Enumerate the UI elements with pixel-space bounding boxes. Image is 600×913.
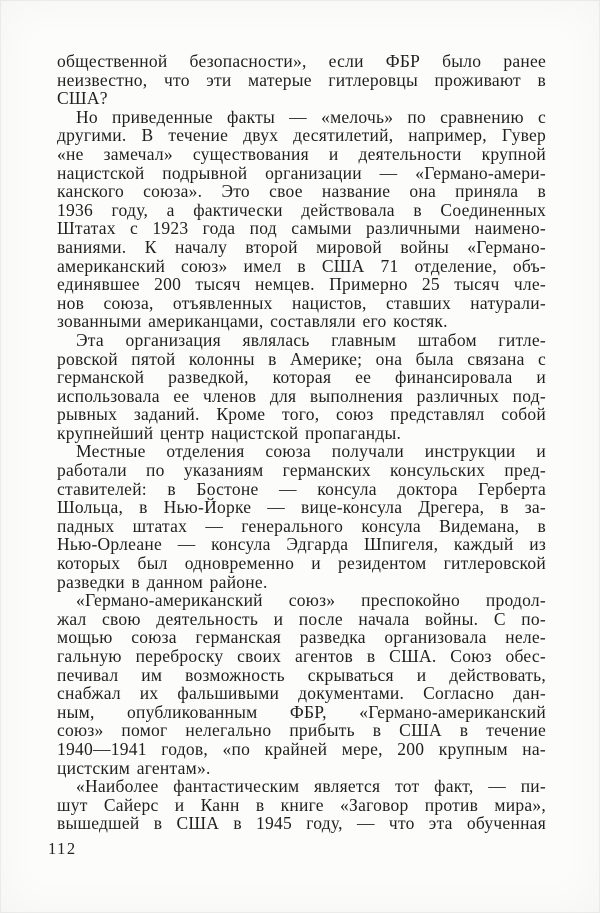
text-line: крупнейший центр нацистской пропаганды.: [57, 422, 402, 443]
text-line: вышедшей в США в 1945 году, — что эта обученная: [57, 813, 546, 834]
text-line: другими. В течение двух десятилетий, например, Гувер: [57, 125, 546, 146]
text-line: «Германо-американский союз» преспокойно продол-: [76, 590, 546, 611]
text-line: рывных заданий. Кроме того, союз представлял собой: [57, 404, 546, 425]
text-line: неизвестно, что эти матерые гитлеровцы проживают в: [57, 69, 546, 90]
text-line: ным, опубликованным ФБР, «Германо-американский: [57, 701, 546, 722]
text-line: снабжал их фальшивыми документами. Согласно дан-: [57, 683, 546, 704]
text-line: «не замечал» существования и деятельности крупной: [57, 143, 546, 164]
text-line: шут Сайерс и Канн в книге «Заговор против мира»,: [57, 794, 546, 815]
page-number: 112: [48, 839, 77, 858]
text-line: нацистской подрывной организации — «Германо-амери-: [57, 162, 546, 183]
text-line: печивал им возможность скрываться и действовать,: [57, 664, 546, 685]
text-line: американский союз» имел в США 71 отделение, объ-: [57, 255, 546, 276]
text-line: единявшее 200 тысяч немцев. Примерно 25 тысяч чле-: [57, 274, 546, 295]
text-line: ваниями. К началу второй мировой войны «Германо-: [57, 236, 546, 257]
text-line: использовала ее членов для выполнения различных под-: [57, 385, 546, 406]
body-text: [57, 52, 546, 833]
text-line: 1936 году, а фактически действовала в Соединенных: [57, 199, 546, 220]
text-line: канского союза». Это свое название она приняла в: [57, 181, 546, 202]
text-line: союз» помог нелегально прибыть в США в течение: [57, 720, 546, 741]
text-line: зованными американцами, составляли его костяк.: [57, 311, 448, 332]
text-line: цистским агентам».: [57, 757, 211, 778]
text-line: Местные отделения союза получали инструкции и: [76, 441, 546, 462]
text-line: «Наиболее фантастическим является тот факт, — пи-: [76, 776, 546, 797]
text-line: разведки в данном районе.: [57, 571, 268, 592]
text-line: Нью-Орлеане — консула Эдгарда Шпигеля, каждый из: [57, 534, 546, 555]
text-line: падных штатах — генерального консула Видемана, в: [57, 515, 546, 536]
text-line: германской разведкой, которая ее финансировала и: [57, 367, 546, 388]
text-line: США?: [57, 88, 108, 109]
text-line: мощью союза германская разведка организовала неле-: [57, 627, 546, 648]
text-line: общественной безопасности», если ФБР было ранее: [57, 51, 546, 71]
text-line: ставителей: в Бостоне — консула доктора Герберта: [57, 478, 546, 499]
text-line: работали по указаниям германских консульских пред-: [57, 460, 546, 481]
text-line: Шольца, в Нью-Йорке — вице-консула Дрегера, в за-: [57, 497, 546, 518]
text-line: которых был одновременно и резидентом гитлеровской: [57, 553, 546, 574]
text-line: Но приведенные факты — «мелочь» по сравнению с: [76, 106, 546, 127]
text-line: гальную переброску своих агентов в США. Союз обес-: [57, 646, 546, 666]
text-line: нов союза, отъявленных нацистов, ставших натурали-: [57, 292, 546, 313]
text-line: Эта организация являлась главным штабом гитле-: [76, 329, 546, 350]
text-line: Штатах с 1923 года под самыми различными наимено-: [57, 218, 546, 239]
text-line: ровской пятой колонны в Америке; она была связана с: [57, 348, 546, 369]
text-line: 1940—1941 годов, «по крайней мере, 200 крупным на-: [57, 738, 546, 759]
text-line: жал свою деятельность и после начала войны. С по-: [57, 608, 546, 629]
